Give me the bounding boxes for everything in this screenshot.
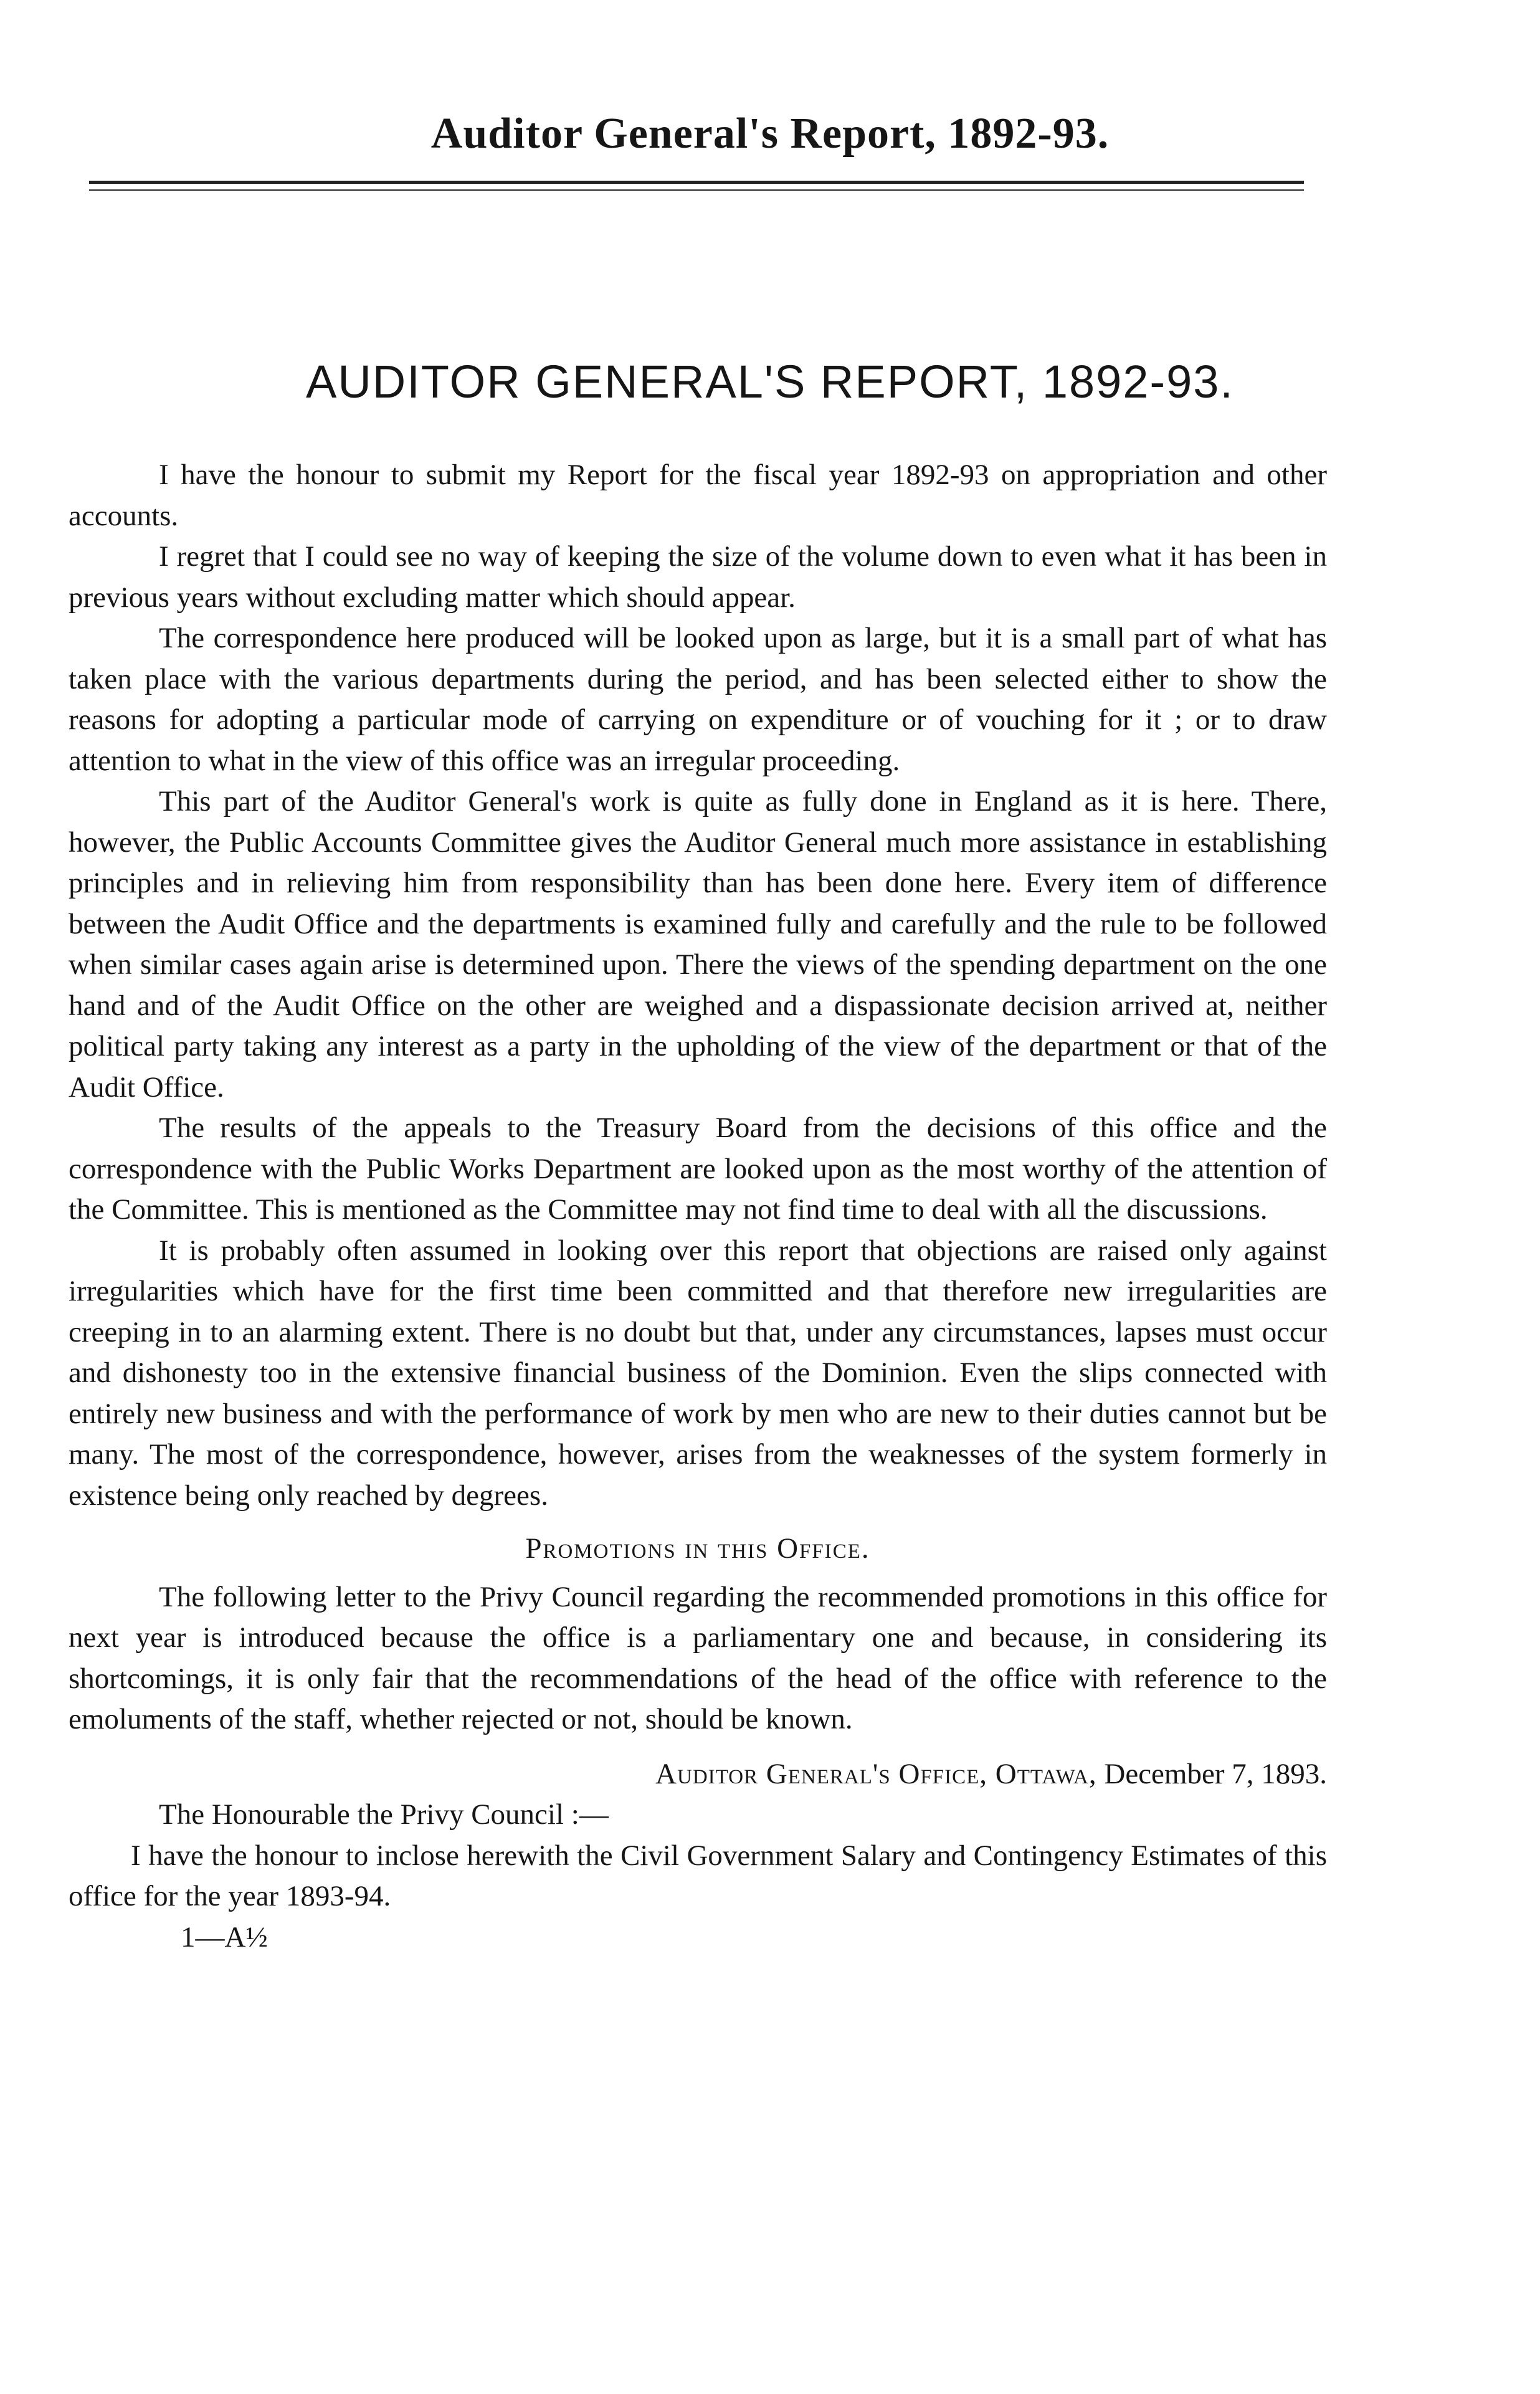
letter-dateline	[69, 1754, 1327, 1795]
signature-mark: 1—A½	[181, 1920, 268, 1953]
report-body	[69, 455, 1327, 1958]
section-paragraph: The following letter to the Privy Council regarding the recommended promotions in this office for next year is introduced because the office is a parliamentary one and because, in considering its shortcomings, it is only fair that the recommendations of the head of the office with reference to the emoluments of the staff, whether rejected or not, should be known.	[69, 1580, 1327, 1735]
section-heading: Promotions in this Office.	[525, 1532, 870, 1565]
dateline-date: December 7, 1893.	[1104, 1757, 1327, 1790]
paragraph-2: I regret that I could see no way of keeping the size of the volume down to even what it has been in previous years without excluding matter which should appear.	[69, 540, 1327, 614]
paragraph-3: The correspondence here produced will be looked upon as large, but it is a small part of what has taken place with the various departments during the period, and has been selected either to show the reasons for adopting a particular mode of carrying on expenditure or of vouching for it ; or to draw attention to what in the view of this office was an irregular proceeding.	[69, 622, 1327, 777]
report-title: AUDITOR GENERAL'S REPORT, 1892-93.	[305, 356, 1234, 408]
dateline-office: Auditor General's Office, Ottawa,	[655, 1757, 1097, 1790]
paragraph-5: The results of the appeals to the Treasury Board from the decisions of this office and the correspondence with the Public Works Department are looked upon as the most worthy of the attention of the Committee. This is mentioned as the Committee may not find time to deal with all the discussions.	[69, 1112, 1327, 1226]
paragraph-6: It is probably often assumed in looking over this report that objections are raised only against irregularities which have for the first time been committed and that therefore new irregularities are creeping in to an alarming extent. There is no doubt but that, under any circumstances, lapses must occur and dishonesty too in the extensive financial business of the Dominion. Even the slips connected with entirely new business and with the performance of work by men who are new to their duties cannot but be many. The most of the correspondence, however, arises from the weaknesses of the system formerly in existence being only reached by degrees.	[69, 1234, 1327, 1512]
letter-salutation: The Honourable the Privy Council :—	[159, 1798, 609, 1831]
header-rule-thin	[89, 189, 1304, 191]
paragraph-1: I have the honour to submit my Report for the fiscal year 1892-93 on appropriation and other accounts.	[69, 459, 1327, 532]
header-rule-thick	[89, 181, 1304, 184]
letter-body: I have the honour to inclose herewith the Civil Government Salary and Contingency Estimates of this office for the year 1893-94.	[69, 1839, 1327, 1912]
running-head: Auditor General's Report, 1892-93.	[430, 110, 1110, 158]
paragraph-4: This part of the Auditor General's work is quite as fully done in England as it is here. There, however, the Public Accounts Committee gives the Auditor General much more assistance in establishing principles and in relieving him from responsibility than has been done here. Every item of difference between the Audit Office and the departments is examined fully and carefully and the rule to be followed when similar cases again arise is determined upon. There the views of the spending department on the one hand and of the Audit Office on the other are weighed and a dispassionate decision arrived at, neither political party taking any interest as a party in the upholding of the view of the department or that of the Audit Office.	[69, 785, 1327, 1104]
